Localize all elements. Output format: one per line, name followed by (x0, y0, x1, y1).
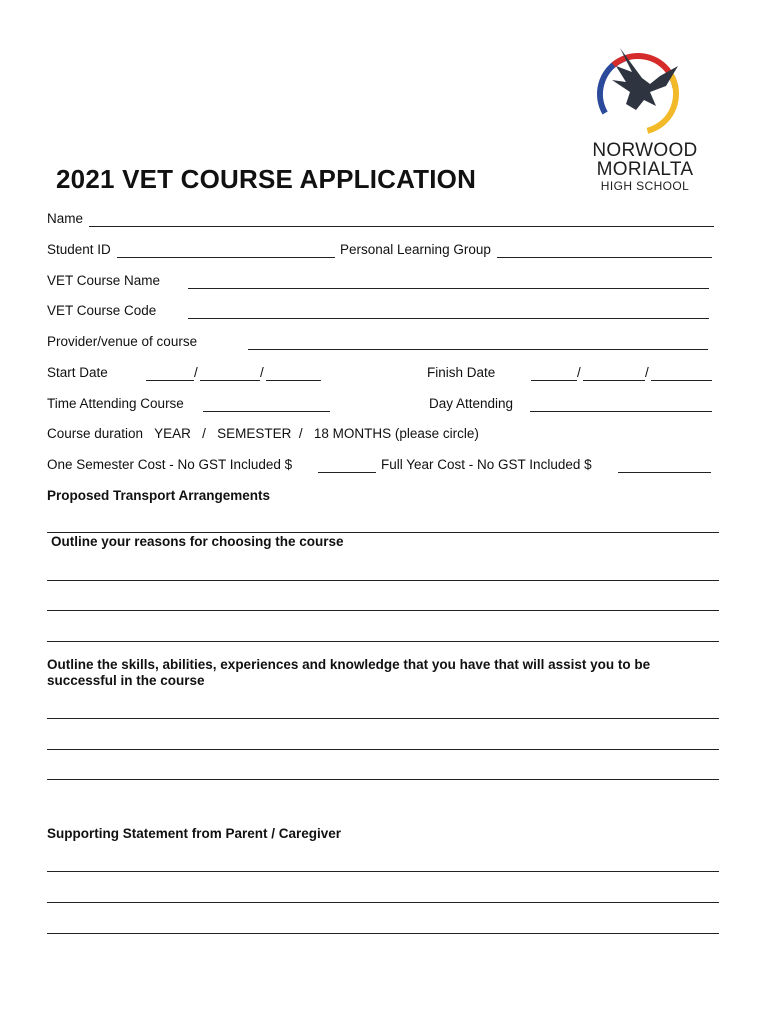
school-emblem-icon (586, 44, 704, 144)
start-date-label: Start Date (47, 365, 108, 380)
start-date-year-field[interactable] (266, 380, 321, 381)
finish-date-separator: / (645, 365, 649, 380)
vet-course-code-label: VET Course Code (47, 303, 157, 318)
skills-line[interactable] (47, 779, 719, 780)
finish-date-separator: / (577, 365, 581, 380)
provider-venue-label: Provider/venue of course (47, 334, 198, 349)
parent-statement-line[interactable] (47, 902, 719, 903)
school-logo (586, 44, 704, 194)
finish-date-day-field[interactable] (531, 380, 577, 381)
day-attending-label: Day Attending (429, 396, 514, 411)
skills-line[interactable] (47, 718, 719, 719)
one-semester-cost-label: One Semester Cost - No GST Included $ (47, 457, 293, 472)
parent-statement-line[interactable] (47, 933, 719, 934)
finish-date-year-field[interactable] (651, 380, 712, 381)
skills-heading-line2: successful in the course (47, 673, 205, 688)
finish-date-month-field[interactable] (583, 380, 645, 381)
logo-line-morialta: MORIALTA (596, 159, 694, 180)
name-field[interactable] (89, 226, 714, 227)
logo-line-norwood: NORWOOD (592, 140, 698, 161)
reasons-line[interactable] (47, 641, 719, 642)
student-id-label: Student ID (47, 242, 111, 257)
vet-course-name-label: VET Course Name (47, 273, 161, 288)
finish-date-label: Finish Date (427, 365, 496, 380)
reasons-line[interactable] (47, 580, 719, 581)
personal-learning-group-label: Personal Learning Group (340, 242, 491, 257)
start-date-day-field[interactable] (146, 380, 194, 381)
start-date-separator: / (260, 365, 264, 380)
full-year-cost-label: Full Year Cost - No GST Included $ (381, 457, 592, 472)
reasons-line[interactable] (47, 610, 719, 611)
vet-course-code-field[interactable] (188, 318, 709, 319)
full-year-cost-field[interactable] (618, 472, 711, 473)
skills-heading-line1: Outline the skills, abilities, experiences and knowledge that you have that will assist you to be (47, 657, 651, 672)
name-label: Name (47, 211, 84, 226)
course-duration-options[interactable]: Course duration YEAR / SEMESTER / 18 MONTHS (please circle) (47, 426, 479, 441)
start-date-separator: / (194, 365, 198, 380)
page-title: 2021 VET COURSE APPLICATION (56, 164, 477, 194)
vet-course-name-field[interactable] (188, 288, 709, 289)
parent-statement-heading: Supporting Statement from Parent / Caregiver (47, 826, 342, 841)
student-id-field[interactable] (117, 257, 335, 258)
logo-line-high-school: HIGH SCHOOL (600, 179, 690, 193)
start-date-month-field[interactable] (200, 380, 260, 381)
time-attending-field[interactable] (203, 411, 330, 412)
time-attending-label: Time Attending Course (47, 396, 184, 411)
transport-heading: Proposed Transport Arrangements (47, 488, 271, 503)
personal-learning-group-field[interactable] (497, 257, 712, 258)
skills-line[interactable] (47, 749, 719, 750)
provider-venue-field[interactable] (248, 349, 708, 350)
day-attending-field[interactable] (530, 411, 712, 412)
parent-statement-line[interactable] (47, 871, 719, 872)
transport-line[interactable] (47, 532, 719, 533)
one-semester-cost-field[interactable] (318, 472, 376, 473)
reasons-heading: Outline your reasons for choosing the course (51, 534, 344, 549)
